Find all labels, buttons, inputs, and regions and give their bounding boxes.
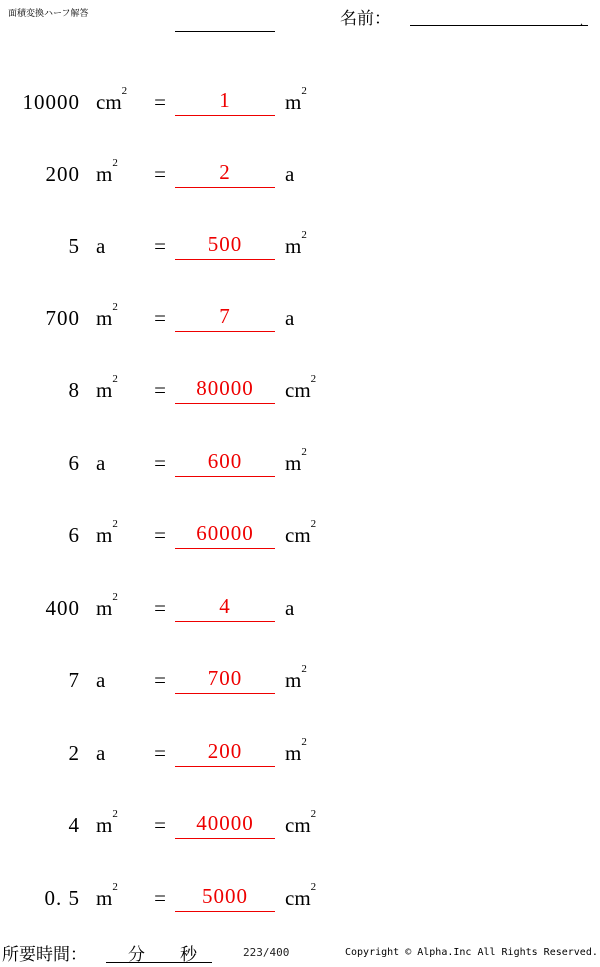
problem-row xyxy=(0,878,600,918)
answer-value: 700 xyxy=(207,666,243,690)
answer-value: 500 xyxy=(207,232,243,256)
answer-rule xyxy=(175,403,275,404)
problem-left-value: 400 xyxy=(45,596,80,620)
problem-left-unit: a xyxy=(96,741,106,765)
answer-value: 5000 xyxy=(202,884,248,908)
problem-right-unit: $m^2$ xyxy=(285,736,307,765)
equals-sign: = xyxy=(154,886,166,910)
answer-rule xyxy=(175,766,275,767)
answer-value: 60000 xyxy=(196,521,254,545)
problem-right-unit: a xyxy=(285,596,295,620)
seconds-unit-label: 秒 xyxy=(180,945,197,965)
equals-sign: = xyxy=(154,234,166,258)
answer-rule xyxy=(175,548,275,549)
name-field-label: 名前： xyxy=(340,9,391,29)
problem-left-value: 0. 5 xyxy=(44,886,80,910)
problem-right-unit: $cm^2$ xyxy=(285,881,317,910)
answer-field[interactable] xyxy=(175,884,275,910)
equals-sign: = xyxy=(154,813,166,837)
problem-right-unit: $m^2$ xyxy=(285,85,307,114)
answer-value: 1 xyxy=(219,88,231,112)
answer-value: 600 xyxy=(207,449,243,473)
problem-row xyxy=(0,370,600,410)
problem-left-value: 4 xyxy=(68,813,80,837)
answer-field[interactable] xyxy=(175,594,275,620)
problem-left-unit: $m^2$ xyxy=(96,157,118,186)
problem-right-unit: a xyxy=(285,162,295,186)
problem-left-value: 6 xyxy=(68,451,80,475)
answer-field[interactable] xyxy=(175,449,275,475)
problem-row xyxy=(0,660,600,700)
answer-field[interactable] xyxy=(175,666,275,692)
name-field-input[interactable] xyxy=(410,25,588,26)
copyright-notice: Copyright © Alpha.Inc All Rights Reserved. xyxy=(345,947,598,958)
answer-rule xyxy=(175,693,275,694)
answer-field[interactable] xyxy=(175,739,275,765)
problem-right-unit: $cm^2$ xyxy=(285,808,317,837)
equals-sign: = xyxy=(154,162,166,186)
answer-value: 4 xyxy=(219,594,231,618)
problem-left-value: 10000 xyxy=(22,90,80,114)
answer-field[interactable] xyxy=(175,811,275,837)
equals-sign: = xyxy=(154,90,166,114)
equals-sign: = xyxy=(154,668,166,692)
problem-left-value: 7 xyxy=(68,668,80,692)
answer-rule xyxy=(175,476,275,477)
answer-rule xyxy=(175,115,275,116)
answer-field[interactable] xyxy=(175,232,275,258)
problem-left-value: 6 xyxy=(68,523,80,547)
answer-field[interactable] xyxy=(175,521,275,547)
problem-row xyxy=(0,298,600,338)
header-top-rule xyxy=(175,31,275,32)
answer-field[interactable] xyxy=(175,88,275,114)
problem-left-value: 200 xyxy=(45,162,80,186)
problem-left-unit: $m^2$ xyxy=(96,301,118,330)
answer-value: 200 xyxy=(207,739,243,763)
equals-sign: = xyxy=(154,378,166,402)
answer-rule xyxy=(175,621,275,622)
elapsed-time-input[interactable] xyxy=(106,962,212,963)
problem-row xyxy=(0,805,600,845)
problem-row xyxy=(0,154,600,194)
answer-value: 80000 xyxy=(196,376,254,400)
problem-row xyxy=(0,82,600,122)
page-title: 面積変換ハーフ解答 xyxy=(8,9,89,19)
minutes-unit-label: 分 xyxy=(128,945,145,965)
equals-sign: = xyxy=(154,596,166,620)
page-code: 223/400 xyxy=(243,946,290,959)
problem-right-unit: a xyxy=(285,306,295,330)
problem-left-unit: $m^2$ xyxy=(96,591,118,620)
equals-sign: = xyxy=(154,451,166,475)
problem-right-unit: $m^2$ xyxy=(285,446,307,475)
answer-value: 7 xyxy=(219,304,231,328)
elapsed-time-label: 所要時間： xyxy=(2,945,87,965)
problem-right-unit: $cm^2$ xyxy=(285,518,317,547)
name-field-trailing-dot: . xyxy=(580,14,583,28)
answer-value: 2 xyxy=(219,160,231,184)
problem-left-value: 5 xyxy=(68,234,80,258)
problem-right-unit: $m^2$ xyxy=(285,229,307,258)
problem-left-unit: $m^2$ xyxy=(96,518,118,547)
answer-field[interactable] xyxy=(175,160,275,186)
equals-sign: = xyxy=(154,741,166,765)
equals-sign: = xyxy=(154,306,166,330)
answer-rule xyxy=(175,259,275,260)
problem-row xyxy=(0,443,600,483)
equals-sign: = xyxy=(154,523,166,547)
problem-left-unit: $m^2$ xyxy=(96,373,118,402)
problem-left-unit: a xyxy=(96,668,106,692)
problem-row xyxy=(0,226,600,266)
problem-row xyxy=(0,515,600,555)
answer-rule xyxy=(175,187,275,188)
problem-left-value: 700 xyxy=(45,306,80,330)
problem-left-unit: $m^2$ xyxy=(96,808,118,837)
problem-left-value: 2 xyxy=(68,741,80,765)
answer-rule xyxy=(175,838,275,839)
problem-left-unit: $cm^2$ xyxy=(96,85,128,114)
answer-value: 40000 xyxy=(196,811,254,835)
problem-left-unit: a xyxy=(96,234,106,258)
answer-field[interactable] xyxy=(175,304,275,330)
problem-left-value: 8 xyxy=(68,378,80,402)
problem-left-unit: a xyxy=(96,451,106,475)
answer-field[interactable] xyxy=(175,376,275,402)
answer-rule xyxy=(175,331,275,332)
problem-right-unit: $cm^2$ xyxy=(285,373,317,402)
problem-left-unit: $m^2$ xyxy=(96,881,118,910)
problem-row xyxy=(0,733,600,773)
problem-right-unit: $m^2$ xyxy=(285,663,307,692)
problem-row xyxy=(0,588,600,628)
answer-rule xyxy=(175,911,275,912)
